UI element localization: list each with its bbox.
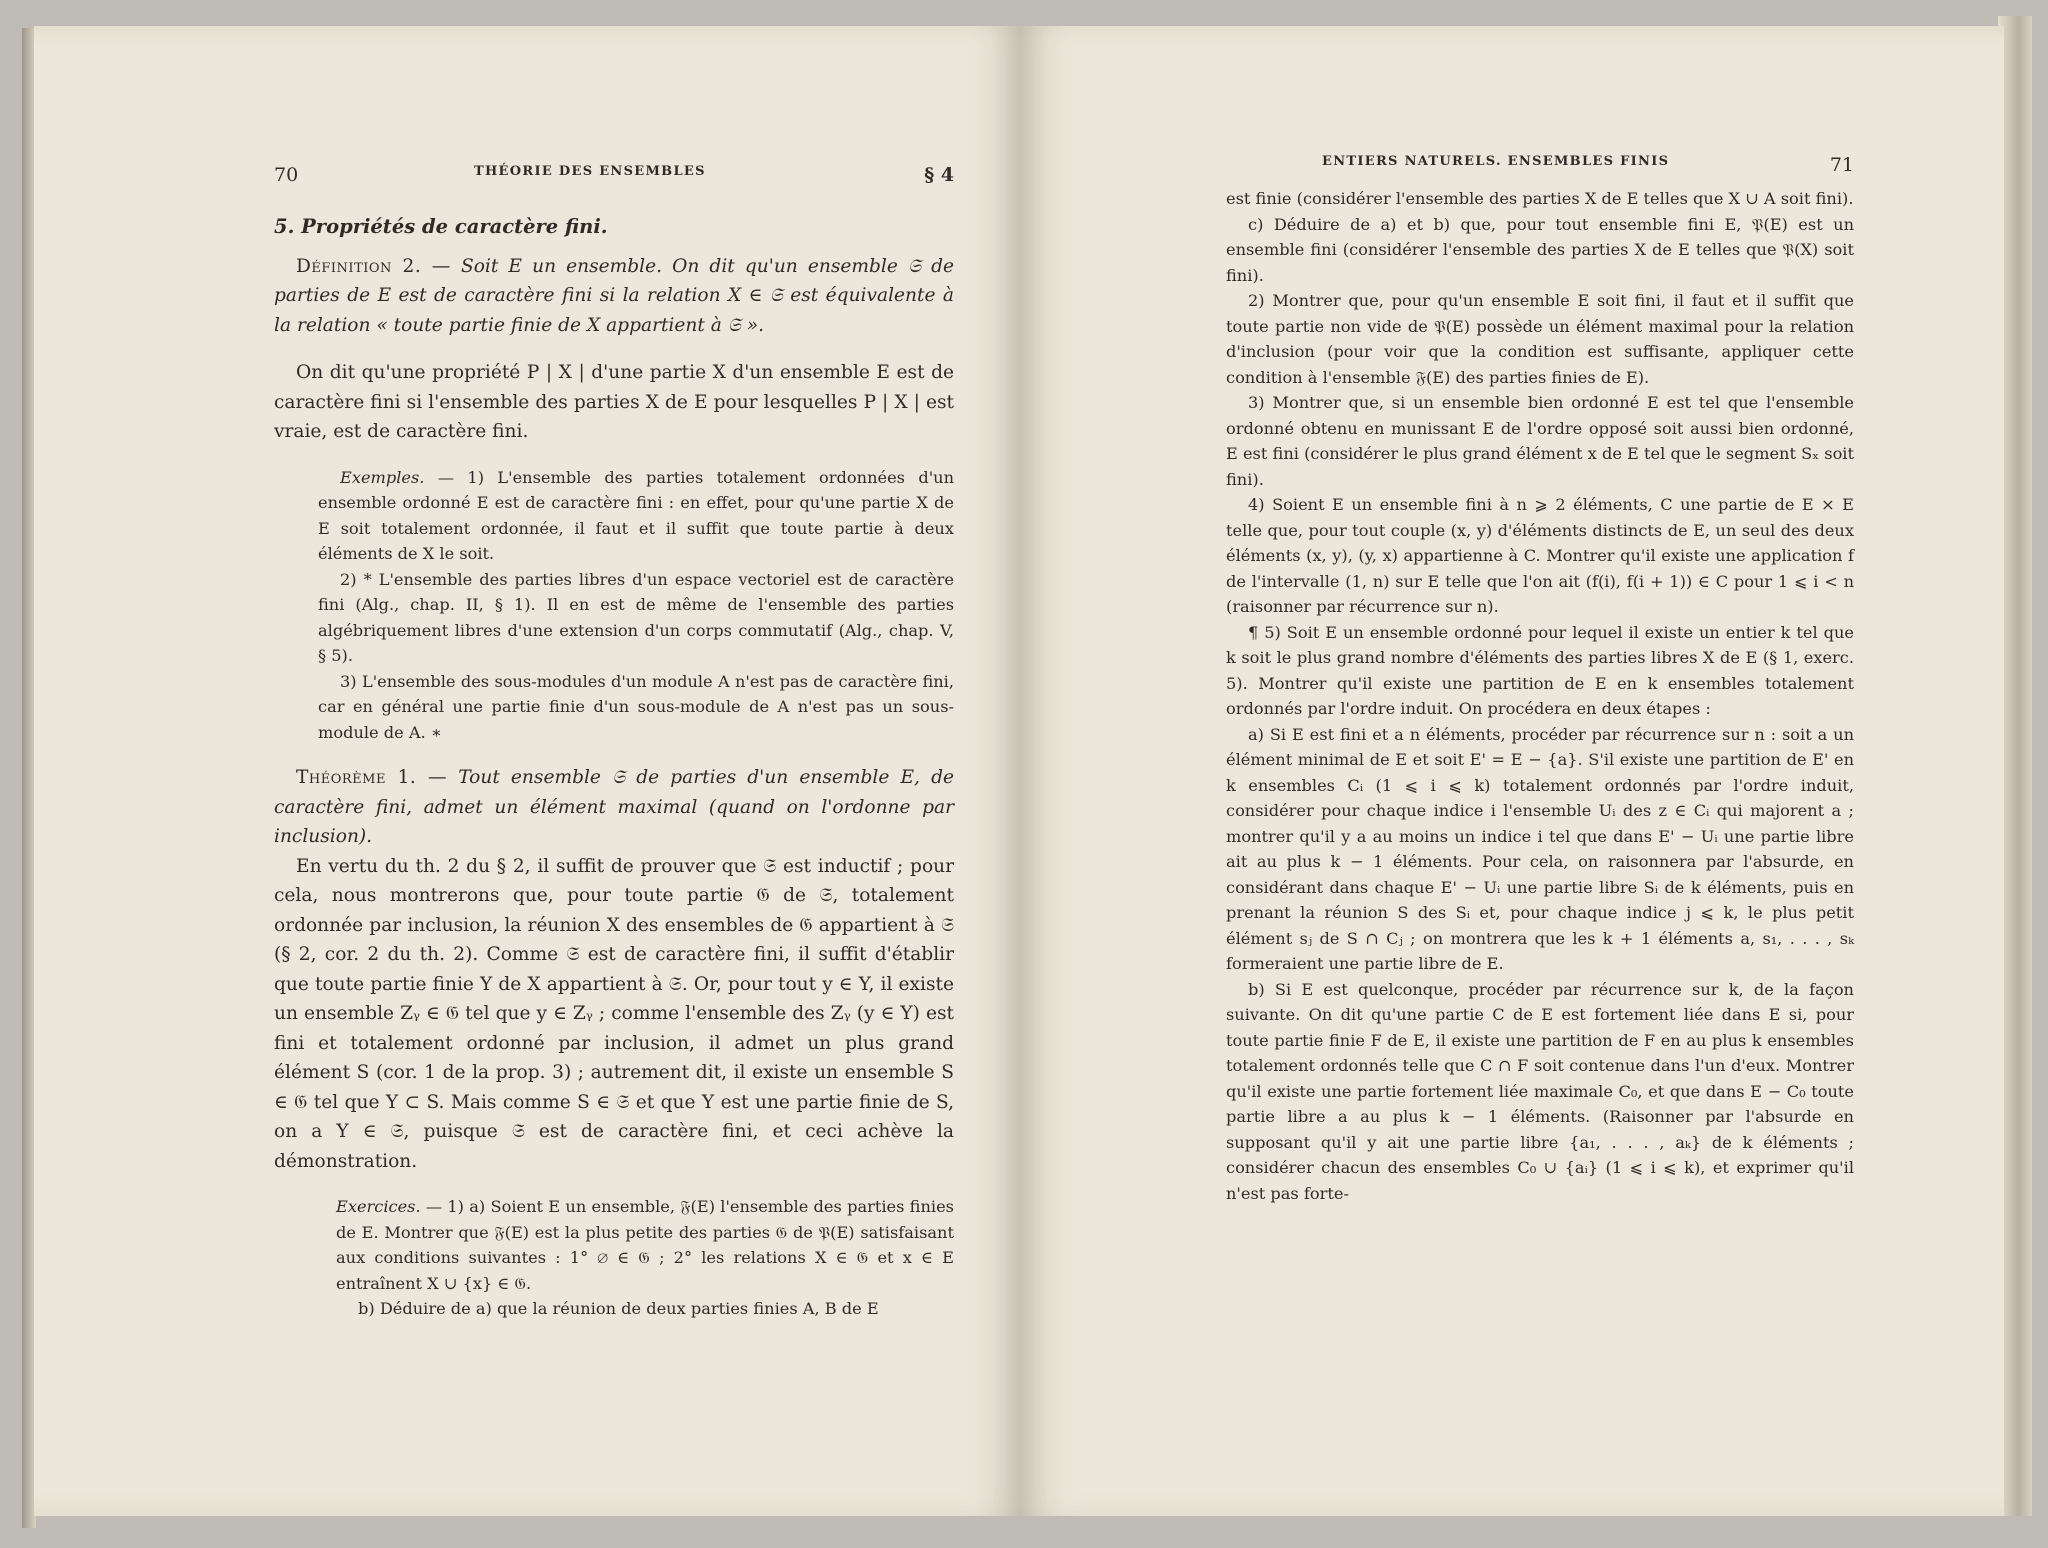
example-1 — [318, 465, 954, 567]
right-running-header — [1226, 154, 1854, 178]
definition-2 — [274, 252, 954, 341]
section-mark: § 4 — [924, 164, 954, 186]
section-heading: 5. Propriétés de caractère fini. — [274, 215, 608, 238]
examples-label: Exemples. — — [340, 467, 455, 487]
theorem-1 — [274, 763, 954, 852]
exercise-5b: b) Si E est quelconque, procéder par récurrence sur k, de la façon suivante. On dit qu'une partie C de E est fortement liée dans E si, pour toute partie finie F de E, il existe une partition de F en au plus k ensembles totalement ordonnés telle que C ∩ F soit contenue dans l'un d'eux. Montrer qu'il existe une partie fortement liée maximale C₀, et que dans E − C₀ toute partie libre a au plus k − 1 éléments. (Raisonner par l'absurde en supposant qu'il y ait une partie libre {a₁, . . . , aₖ} de k éléments ; considérer chacun des ensembles C₀ ∪ {aᵢ} (1 ⩽ i ⩽ k), et exprimer qu'il n'est pas forte- — [1226, 979, 1854, 1203]
theorem-text: Tout ensemble 𝔖 de parties d'un ensemble E, de caractère fini, admet un élément maximal (quand on l'ordonne par inclusion). — [274, 767, 954, 847]
exercise-1a-text: 1) a) Soient E un ensemble, 𝔉(E) l'ensemble des parties finies de E. Montrer que 𝔉(E) est la plus petite des parties 𝔊 de 𝔓(E) satisfaisant aux conditions suivantes : 1° ∅ ∈ 𝔊 ; 2° les relations X ∈ 𝔊 et x ∈ E entraînent X ∪ {x} ∈ 𝔊. — [336, 1197, 954, 1293]
definition-text: Soit E un ensemble. On dit qu'un ensemble 𝔖 de parties de E est de caractère fini si la relation X ∈ 𝔖 est équivalente à la relation « toute partie finie de X appartient à 𝔖 ». — [274, 255, 954, 336]
exercise-5a: a) Si E est fini et a n éléments, procéder par récurrence sur n : soit a un élément minimal de E et soit E' = E − {a}. S'il existe une partition de E' en k ensembles Cᵢ (1 ⩽ i ⩽ k) totalement ordonnés par l'ordre induit, considérer pour chaque indice i l'ensemble Uᵢ des z ∈ Cᵢ qui majorent a ; montrer qu'il y a au moins un indice i tel que dans E' − Uᵢ une partie libre ait au plus k − 1 éléments. Pour cela, on raisonnera par l'absurde, en considérant dans chaque E' − Uᵢ une partie libre Sᵢ de k éléments, puis en prenant la réunion S des Sᵢ et, pour chaque indice j ⩽ k, le plus petit élément sⱼ de S ∩ Cⱼ ; on montrera que les k + 1 éléments a, s₁, . . . , sₖ formeraient une partie libre de E. — [1226, 724, 1854, 973]
exercise-3: 3) Montrer que, si un ensemble bien ordonné E est tel que l'ensemble ordonné obtenu en munissant E de l'ordre opposé soit aussi bien ordonné, E est fini (considérer le plus grand élément x de E tel que le segment Sₓ soit fini). — [1226, 393, 1854, 489]
definition-label: Définition 2. — — [296, 255, 451, 277]
examples-block — [274, 465, 954, 746]
left-page — [34, 26, 1020, 1516]
exercises-block — [274, 1194, 954, 1322]
left-running-title: THÉORIE DES ENSEMBLES — [474, 164, 706, 179]
left-text-column — [274, 164, 954, 1322]
paragraph-caractere-fini: On dit qu'une propriété P | X | d'une partie X d'un ensemble E est de caractère fini si l'ensemble des parties X de E pour lesquelles P | X | est vraie, est de caractère fini. — [274, 362, 954, 442]
exercises-label: Exercices. — — [336, 1197, 443, 1216]
exercise-1b-continued: est finie (considérer l'ensemble des parties X de E telles que X ∪ A soit fini). — [1226, 189, 1854, 208]
exercise-1a — [336, 1194, 954, 1296]
example-1-text: 1) L'ensemble des parties totalement ordonnées d'un ensemble ordonné E est de caractère fini : en effet, pour qu'une partie X de E soit totalement ordonnée, il faut et il suffit que toute partie à deux éléments de X le soit. — [318, 467, 955, 563]
theorem-proof: En vertu du th. 2 du § 2, il suffit de prouver que 𝔖 est inductif ; pour cela, nous montrerons que, pour toute partie 𝔊 de 𝔖, totalement ordonnée par inclusion, la réunion X des ensembles de 𝔊 appartient à 𝔖 (§ 2, cor. 2 du th. 2). Comme 𝔖 est de caractère fini, il suffit d'établir que toute partie finie Y de X appartient à 𝔖. Or, pour tout y ∈ Y, il existe un ensemble Zᵧ ∈ 𝔊 tel que y ∈ Zᵧ ; comme l'ensemble des Zᵧ (y ∈ Y) est fini et totalement ordonné par inclusion, il admet un plus grand élément S (cor. 1 de la prop. 3) ; autrement dit, il existe un ensemble S ∈ 𝔊 tel que Y ⊂ S. Mais comme S ∈ 𝔖 et que Y est une partie finie de S, on a Y ∈ 𝔖, puisque 𝔖 est de caractère fini, et ceci achève la démonstration. — [274, 855, 954, 1172]
right-running-title: ENTIERS NATURELS. ENSEMBLES FINIS — [1322, 154, 1670, 169]
left-page-number: 70 — [274, 164, 299, 186]
exercise-2: 2) Montrer que, pour qu'un ensemble E soit fini, il faut et il suffit que toute partie non vide de 𝔓(E) possède un élément maximal pour la relation d'inclusion (pour voir que la condition est suffisante, appliquer cette condition à l'ensemble 𝔉(E) des parties finies de E). — [1226, 291, 1854, 387]
exercise-1c: c) Déduire de a) et b) que, pour tout ensemble fini E, 𝔓(E) est un ensemble fini (considérer l'ensemble des parties X de E telles que 𝔓(X) soit fini). — [1226, 214, 1854, 285]
right-page — [1020, 26, 2004, 1516]
exercise-4: 4) Soient E un ensemble fini à n ⩾ 2 éléments, C une partie de E × E telle que, pour tout couple (x, y) d'éléments distincts de E, un seul des deux éléments (x, y), (y, x) appartienne à C. Montrer qu'il existe une application f de l'intervalle (1, n) sur E telle que l'on ait (f(i), f(i + 1)) ∈ C pour 1 ⩽ i < n (raisonner par récurrence sur n). — [1226, 495, 1854, 616]
example-3: 3) L'ensemble des sous-modules d'un module A n'est pas de caractère fini, car en général une partie finie d'un sous-module de A n'est pas un sous-module de A. ∗ — [318, 671, 954, 742]
exercise-5: ¶ 5) Soit E un ensemble ordonné pour lequel il existe un entier k tel que k soit le plus grand nombre d'éléments des parties libres X de E (§ 1, exerc. 5). Montrer qu'il existe une partition de E en k ensembles totalement ordonnés par l'ordre induit. On procédera en deux étapes : — [1226, 622, 1854, 718]
example-2: 2) * L'ensemble des parties libres d'un espace vectoriel est de caractère fini (Alg., chap. II, § 1). Il en est de même de l'ensemble des parties algébriquement libres d'une extension d'un corps commutatif (Alg., chap. V, § 5). — [318, 569, 954, 665]
exercise-1b: b) Déduire de a) que la réunion de deux parties finies A, B de E — [358, 1299, 879, 1318]
right-page-number: 71 — [1829, 154, 1854, 176]
left-running-header — [274, 164, 954, 194]
theorem-label: Théorème 1. — — [296, 767, 448, 788]
right-text-column — [1226, 154, 1854, 1206]
